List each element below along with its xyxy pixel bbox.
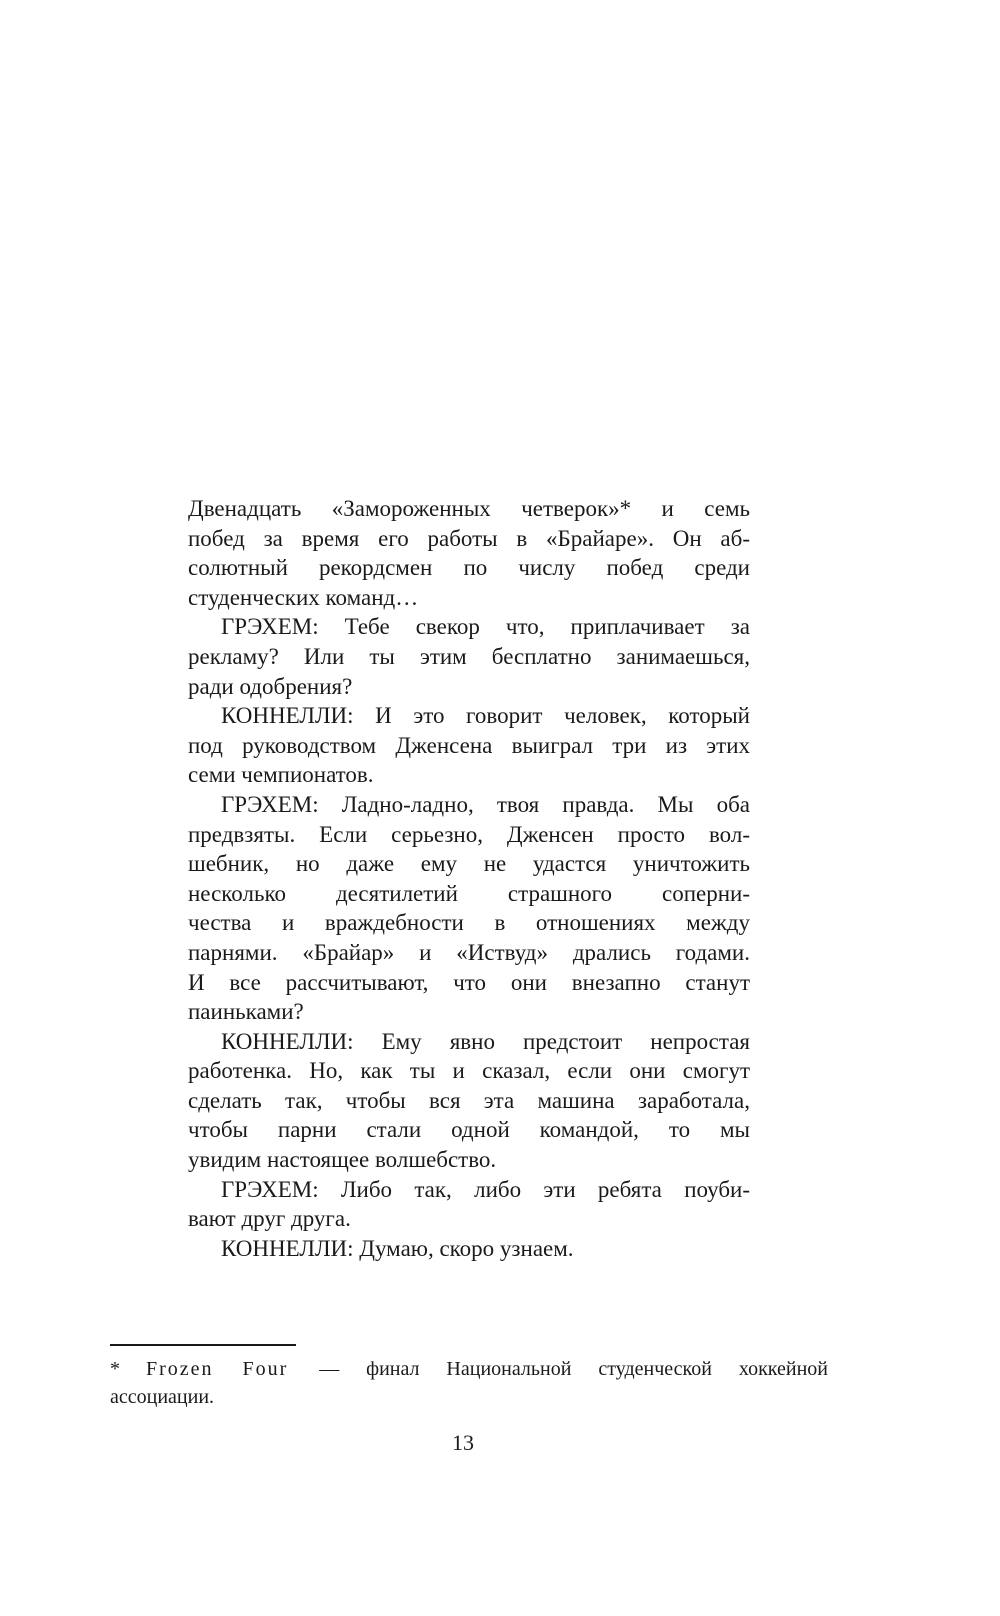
text-line: КОННЕЛЛИ: Ему явно предстоит непростая — [221, 1028, 750, 1054]
footnote — [110, 1344, 828, 1411]
text-line: студенческих команд… — [188, 584, 419, 610]
text-line: Двенадцать «Замороженных четверок»* и семь — [188, 496, 750, 521]
text-line: И все рассчитывают, что они внезапно станут — [188, 969, 750, 995]
footnote-text: — финал Национальной студенческой хоккейной — [319, 1358, 828, 1380]
text-line: КОННЕЛЛИ: И это говорит человек, который — [221, 703, 750, 729]
footnote-line-2: ассоциации. — [110, 1386, 215, 1408]
text-line: парнями. «Брайар» и «Иствуд» дрались годами. — [188, 939, 750, 965]
text-line: ГРЭХЕМ: Ладно-ладно, твоя правда. Мы оба — [221, 791, 750, 817]
footnote-marker: * — [110, 1358, 120, 1380]
footnote-rule — [110, 1344, 296, 1346]
body-text — [188, 494, 750, 1263]
text-line: предвзяты. Если серьезно, Дженсен просто вол- — [188, 821, 750, 847]
text-line: паиньками? — [188, 999, 304, 1025]
text-line: сделать так, чтобы вся эта машина заработала, — [188, 1087, 750, 1113]
text-line: под руководством Дженсена выиграл три из этих — [188, 732, 750, 758]
text-line: чества и враждебности в отношениях между — [188, 910, 750, 936]
text-line: работенка. Но, как ты и сказал, если они смогут — [188, 1058, 750, 1084]
text-line: шебник, но даже ему не удастся уничтожить — [188, 851, 750, 877]
text-line: ГРЭХЕМ: Либо так, либо эти ребята поуби- — [221, 1176, 750, 1202]
text-line: семи чемпионатов. — [188, 762, 374, 788]
text-line: рекламу? Или ты этим бесплатно занимаешься, — [188, 643, 750, 669]
text-line: несколько десятилетий страшного соперни- — [188, 880, 750, 906]
text-line: ГРЭХЕМ: Тебе свекор что, приплачивает за — [221, 614, 750, 640]
text-line: солютный рекордсмен по числу побед среди — [188, 555, 750, 581]
text-line: увидим настоящее волшебство. — [188, 1147, 497, 1173]
text-line: побед за время его работы в «Брайаре». Он аб- — [188, 525, 750, 551]
text-line: ради одобрения? — [188, 673, 353, 699]
text-line: вают друг друга. — [188, 1206, 351, 1232]
text-line: КОННЕЛЛИ: Думаю, скоро узнаем. — [221, 1235, 574, 1261]
footnote-line-1 — [110, 1355, 828, 1383]
footnote-term: Frozen Four — [146, 1358, 289, 1380]
page-number: 13 — [452, 1430, 474, 1455]
text-line: чтобы парни стали одной командой, то мы — [188, 1117, 750, 1143]
